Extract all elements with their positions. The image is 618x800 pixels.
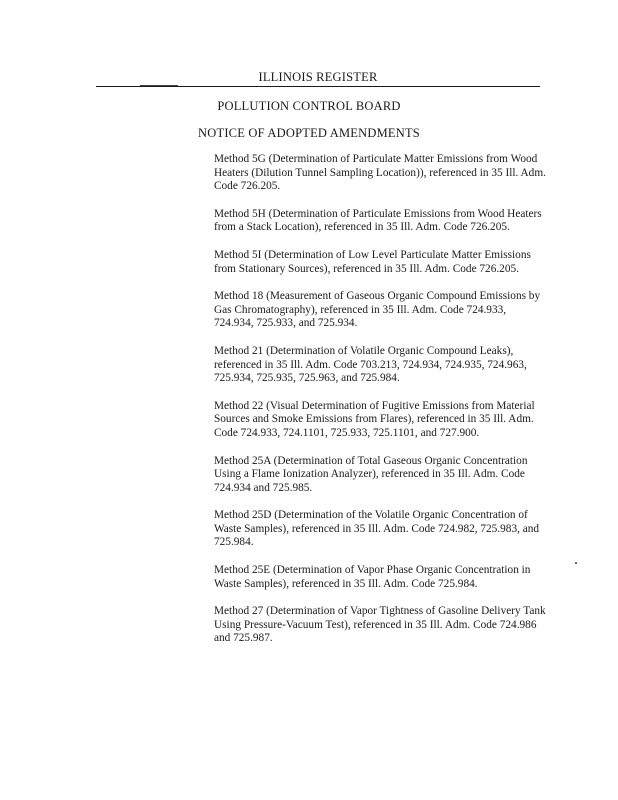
method-entry-text: Method 27 (Determination of Vapor Tightness of Gasoline Delivery Tank Using Pressure-Vacuum Test), referenced in 35 Ill. Adm. Code 724.986 and 725.987. (214, 605, 546, 645)
method-entry (214, 509, 546, 550)
method-entry-text: Method 18 (Measurement of Gaseous Organic Compound Emissions by Gas Chromatography), referenced in 35 Ill. Adm. Code 724.933, 724.934, 725.933, and 725.934. (214, 290, 541, 330)
board-title: POLLUTION CONTROL BOARD (217, 99, 401, 113)
register-header: ILLINOIS REGISTER (258, 70, 378, 84)
method-entry-text: Method 22 (Visual Determination of Fugitive Emissions from Material Sources and Smoke Emissions from Flares), referenced in 35 Ill. Adm. Code 724.933, 724.1101, 725.933, 725.1101, and 727.900. (214, 399, 535, 439)
method-entry (214, 249, 546, 276)
method-entry-text: Method 5H (Determination of Particulate Emissions from Wood Heaters from a Stack Location), referenced in 35 Ill. Adm. Code 726.205. (214, 207, 542, 234)
method-entry-text: Method 25D (Determination of the Volatile Organic Concentration of Waste Samples), referenced in 35 Ill. Adm. Code 724.982, 725.983, and 725.984. (214, 509, 540, 549)
method-entry-text: Method 25A (Determination of Total Gaseous Organic Concentration Using a Flame Ionization Analyzer), referenced in 35 Ill. Adm. Code 724.934 and 725.985. (214, 454, 528, 494)
method-entry-text: Method 5I (Determination of Low Level Particulate Matter Emissions from Stationary Sources), referenced in 35 Ill. Adm. Code 726.205. (214, 248, 531, 275)
method-entry (214, 605, 546, 646)
method-entry-text: Method 5G (Determination of Particulate Matter Emissions from Wood Heaters (Dilution Tunnel Sampling Location)), referenced in 35 Ill. Adm. Code 726.205. (214, 153, 546, 193)
method-entry-text: Method 21 (Determination of Volatile Organic Compound Leaks), referenced in 35 Ill. Adm. Code 703.213, 724.934, 724.935, 724.963, 725.934, 725.935, 725.963, and 725.984. (214, 344, 527, 385)
method-entry (214, 455, 546, 496)
header-rule (96, 86, 540, 87)
method-entry (214, 564, 546, 591)
method-list (214, 153, 546, 660)
method-entry-text: Method 25E (Determination of Vapor Phase Organic Concentration in Waste Samples), referenced in 35 Ill. Adm. Code 725.984. (214, 564, 531, 590)
scan-speck (575, 562, 577, 564)
method-entry (214, 153, 546, 194)
method-entry (214, 290, 546, 331)
notice-title: NOTICE OF ADOPTED AMENDMENTS (198, 126, 420, 140)
method-entry (214, 400, 546, 441)
method-entry (214, 208, 546, 235)
method-entry (214, 345, 546, 386)
